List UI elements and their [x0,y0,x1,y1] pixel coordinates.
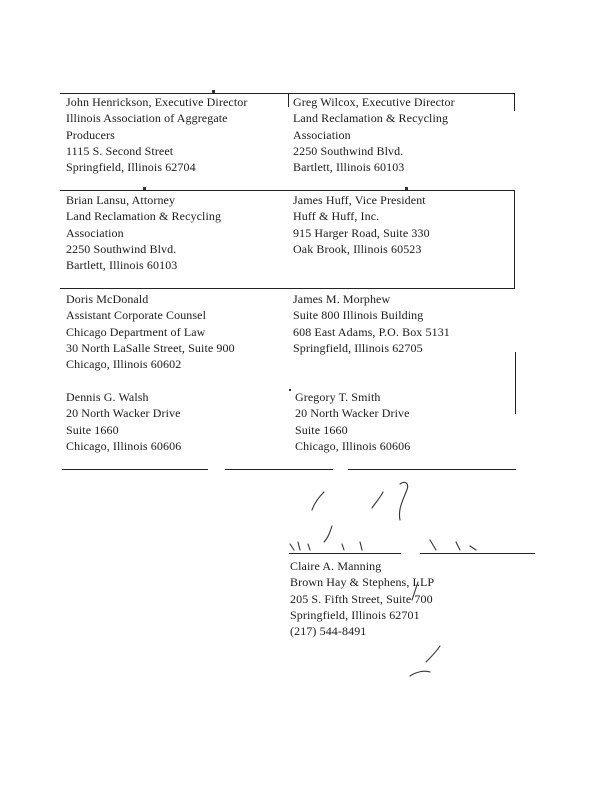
signature-line-b [420,553,535,554]
table-rule-right-vertical-2 [514,190,515,288]
contact-block-morphew [293,291,450,356]
contact-block-henrickson [66,94,247,175]
table-rule-row1 [60,190,515,191]
contact-line: Association [66,225,124,240]
contact-line: Oak Brook, Illinois 60523 [293,241,422,256]
contact-line: Bartlett, Illinois 60103 [66,258,178,273]
contact-line: Springfield, Illinois 62704 [66,160,196,175]
contact-line: 2250 Southwind Blvd. [66,241,177,256]
contact-line: Suite 800 Illinois Building [293,308,424,323]
contact-line: Bartlett, Illinois 60103 [293,160,405,175]
table-rule-middle-vertical [288,93,289,107]
contact-line: Dennis G. Walsh [66,390,149,404]
contact-block-walsh [66,389,181,454]
contact-line: Assistant Corporate Counsel [66,308,207,323]
contact-line: Gregory T. Smith [295,390,381,404]
scan-speck [143,187,146,190]
scan-speck [289,389,291,391]
signer-firm: Brown Hay & Stephens, LLP [290,575,435,590]
contact-block-smith [295,389,410,454]
scan-speck [212,90,215,93]
signer-phone: (217) 544-8491 [290,624,367,639]
contact-line: Land Reclamation & Recycling [293,111,449,126]
contact-line: Huff & Huff, Inc. [293,209,380,224]
contact-line: Chicago, Illinois 60606 [66,438,182,453]
contact-block-mcdonald [66,291,235,372]
contact-line: Doris McDonald [66,292,149,306]
signature-line-a [289,553,401,554]
contact-line: Chicago Department of Law [66,324,206,339]
table-rule-right-vertical-3 [515,352,516,414]
contact-line: Suite 1660 [66,422,119,437]
contact-block-wilcox [293,94,455,175]
contact-line: Association [293,127,351,142]
contact-line: John Henrickson, Executive Director [66,95,248,109]
contact-line: 915 Harger Road, Suite 330 [293,225,430,240]
contact-line: Greg Wilcox, Executive Director [293,95,455,109]
contact-line: 1115 S. Second Street [66,143,174,158]
contact-line: 608 East Adams, P.O. Box 5131 [293,324,450,339]
contact-block-lansu [66,192,221,273]
table-rule-row2 [60,288,515,289]
signer-city: Springfield, Illinois 62701 [290,607,420,622]
contact-line: Chicago, Illinois 60606 [295,438,411,453]
signer-street: 205 S. Fifth Street, Suite 700 [290,591,433,606]
contact-line: James M. Morphew [293,292,391,306]
contact-line: 2250 Southwind Blvd. [293,143,404,158]
scan-speck [405,187,408,190]
contact-line: Land Reclamation & Recycling [66,209,222,224]
table-rule-bottom-a [62,469,208,470]
contact-line: 20 North Wacker Drive [66,406,181,421]
contact-line: 30 North LaSalle Street, Suite 900 [66,340,235,355]
contact-line: Chicago, Illinois 60602 [66,357,182,372]
contact-line: Brian Lansu, Attorney [66,193,176,207]
contact-line: Illinois Association of Aggregate [66,111,228,126]
contact-line: Producers [66,127,115,142]
contact-block-huff [293,192,430,257]
table-rule-right-vertical-1 [514,93,515,111]
contact-line: 20 North Wacker Drive [295,406,410,421]
contact-line: James Huff, Vice President [293,193,426,207]
contact-line: Springfield, Illinois 62705 [293,340,423,355]
signature-block [290,558,434,639]
signer-name: Claire A. Manning [290,559,382,573]
contact-line: Suite 1660 [295,422,348,437]
